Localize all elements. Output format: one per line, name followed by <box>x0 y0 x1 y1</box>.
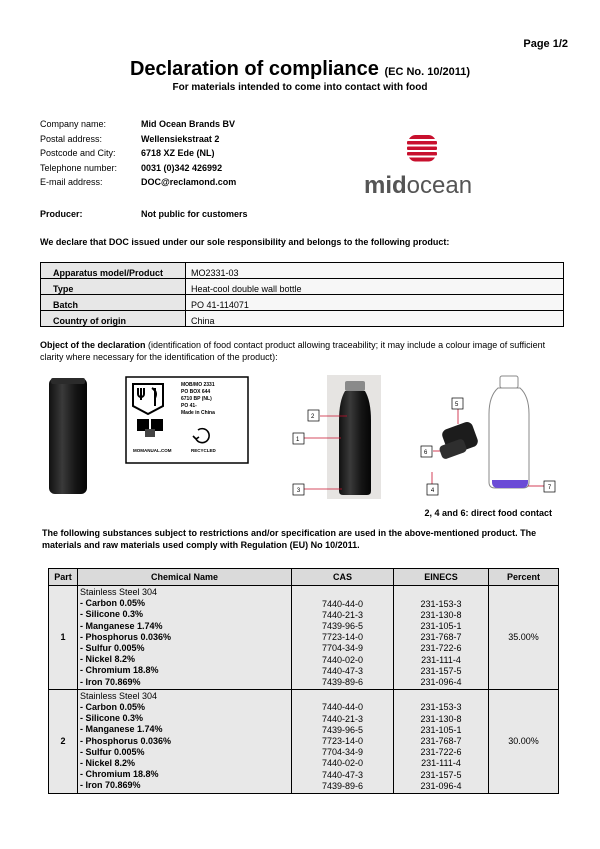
product-field-label: Country of origin <box>41 311 186 327</box>
einecs-number: 231-722-6 <box>420 747 462 758</box>
callout-number: 3 <box>296 488 301 494</box>
chemical-item: - Chromium 18.8% <box>80 769 159 780</box>
company-row <box>40 132 236 147</box>
callout-number: 5 <box>454 402 459 408</box>
label-line: 6710 BP (NL) <box>181 396 212 402</box>
company-row <box>40 117 236 132</box>
label-line: Made in China <box>181 410 215 416</box>
percent-value: 30.00% <box>489 689 559 793</box>
svg-text:MOB/MO 2331 PO BOX 644 <box>181 382 216 416</box>
product-field-value: MO2331-03 <box>186 263 564 279</box>
product-field-label: Type <box>41 279 186 295</box>
company-value: DOC@reclamond.com <box>141 177 237 187</box>
cas-number: 7440-47-3 <box>321 769 364 780</box>
chemical-item: - Phosphorus 0.036% <box>80 631 172 642</box>
substances-text: The following substances subject to restrictions and/or specification are used in the above-mentioned product. The materials and raw materials used comply with Regulation (EU) No 10/2011. <box>42 528 537 550</box>
company-label: Telephone number: <box>40 162 118 173</box>
bottle-photo-icon <box>49 378 87 494</box>
producer-row <box>40 209 248 219</box>
cas-number: 7439-96-5 <box>321 621 364 631</box>
einecs-number: 231-111-4 <box>421 758 461 769</box>
einecs-number: 231-105-1 <box>420 724 462 735</box>
cas-number: 7439-89-6 <box>321 677 364 688</box>
cas-number: 7704-34-9 <box>321 643 364 654</box>
object-declaration-text: (identification of food contact product allowing traceability; it may include a colour image of sufficient clarity where necessary for the identification of the product): <box>40 340 546 362</box>
chemical-item: - Sulfur 0.005% <box>80 643 145 654</box>
company-label: E-mail address: <box>40 177 103 187</box>
company-value: 0031 (0)342 426992 <box>141 162 223 173</box>
table-row <box>41 263 564 279</box>
cas-number: 7440-21-3 <box>321 609 364 620</box>
einecs-number: 231-157-5 <box>420 769 462 780</box>
cas-number: 7723-14-0 <box>321 736 364 747</box>
header-part: Part <box>49 569 78 586</box>
title-regulation: (EC No. 10/2011) <box>384 66 471 78</box>
chemical-item: - Manganese 1.74% <box>80 724 163 735</box>
cas-number: 7440-02-0 <box>321 758 364 769</box>
svg-text:midocean <box>364 172 472 199</box>
chemical-item: - Iron 70.869% <box>80 780 141 791</box>
callout-number: 1 <box>295 437 300 443</box>
chemical-item: - Sulfur 0.005% <box>80 746 145 757</box>
cas-number: 7439-89-6 <box>321 780 364 791</box>
cas-number: 7440-02-0 <box>321 654 364 665</box>
einecs-number: 231-157-5 <box>420 665 462 676</box>
einecs-number: 231-130-8 <box>420 609 462 620</box>
page-subtitle: For materials intended to come into contact with food <box>172 82 428 93</box>
cas-numbers <box>292 689 394 793</box>
declaration-text: We declare that DOC issued under our sole responsibility and belongs to the following product: <box>40 237 450 247</box>
company-value: Wellensiekstraat 2 <box>141 133 220 144</box>
logo-stripes-icon <box>407 135 437 162</box>
midocean-logo <box>362 135 502 205</box>
company-info <box>40 117 236 190</box>
einecs-number: 231-105-1 <box>420 621 462 631</box>
product-images <box>40 372 564 502</box>
einecs-number: 231-153-3 <box>420 598 462 609</box>
chemical-item: - Phosphorus 0.036% <box>80 735 172 746</box>
einecs-number: 231-096-4 <box>420 677 462 688</box>
table-row <box>49 689 559 793</box>
cas-number: 7440-47-3 <box>321 665 364 676</box>
label-manual-text: MOMANUAL.COM <box>133 448 172 453</box>
einecs-numbers <box>394 586 489 690</box>
callout-number: 7 <box>547 485 552 491</box>
header-einecs: EINECS <box>394 569 489 586</box>
bottle-callout-photo <box>293 375 381 499</box>
table-row <box>49 586 559 690</box>
lid-callout-photo <box>421 398 479 495</box>
callout-number: 6 <box>423 450 428 456</box>
material-name: Stainless Steel 304 <box>80 587 158 597</box>
label-line: PO 41- <box>181 403 197 409</box>
cas-number: 7440-44-0 <box>321 702 364 713</box>
chemical-item: - Manganese 1.74% <box>80 620 163 631</box>
part-number: 1 <box>49 586 78 690</box>
chemical-item: - Chromium 18.8% <box>80 665 159 676</box>
object-declaration-heading: Object of the declaration <box>40 340 146 350</box>
producer-label: Producer: <box>40 209 83 219</box>
product-field-label: Batch <box>41 295 186 311</box>
table-header-row <box>49 569 559 586</box>
cas-number: 7440-44-0 <box>321 598 364 609</box>
object-declaration <box>40 340 562 363</box>
chemical-item: - Silicone 0.3% <box>80 713 144 724</box>
cas-number: 7723-14-0 <box>321 632 364 643</box>
label-line: MOB/MO 2331 <box>181 382 215 388</box>
product-field-value: PO 41-114071 <box>186 295 564 311</box>
chemical-item: - Silicone 0.3% <box>80 609 144 620</box>
producer-value: Not public for customers <box>141 209 248 219</box>
food-contact-note: 2, 4 and 6: direct food contact <box>424 508 552 518</box>
einecs-number: 231-130-8 <box>420 713 462 724</box>
chemical-item: - Carbon 0.05% <box>80 598 146 609</box>
company-label: Company name: <box>40 119 107 129</box>
chemical-item: - Nickel 8.2% <box>80 654 136 665</box>
title-text: Declaration of compliance <box>129 58 379 80</box>
einecs-number: 231-768-7 <box>420 632 462 643</box>
company-row <box>40 146 236 161</box>
label-line: PO BOX 644 <box>181 389 211 395</box>
chemical-names <box>78 689 292 793</box>
product-field-value: Heat-cool double wall bottle <box>186 279 564 295</box>
chemical-item: - Iron 70.869% <box>80 676 141 687</box>
company-row <box>40 175 236 190</box>
product-field-value: China <box>186 311 564 327</box>
label-recycled-text: RECYCLED <box>191 448 216 453</box>
einecs-number: 231-722-6 <box>420 643 462 654</box>
company-label: Postal address: <box>40 133 103 144</box>
logo-text-bold: mid <box>364 172 407 199</box>
header-chemical-name: Chemical Name <box>78 569 292 586</box>
cas-numbers <box>292 586 394 690</box>
company-value: Mid Ocean Brands BV <box>141 119 236 129</box>
part-number: 2 <box>49 689 78 793</box>
einecs-number: 231-768-7 <box>420 736 462 747</box>
einecs-number: 231-153-3 <box>420 702 462 713</box>
callout-number: 4 <box>430 488 435 494</box>
table-row <box>41 295 564 311</box>
logo-text-light: ocean <box>406 172 473 199</box>
company-row <box>40 161 236 176</box>
cas-number: 7439-96-5 <box>321 724 364 735</box>
page-number: Page 1/2 <box>523 38 568 50</box>
svg-text:2 1 3 <box>296 414 316 494</box>
header-percent: Percent <box>489 569 559 586</box>
page-title <box>0 58 600 81</box>
product-field-label: Apparatus model/Product <box>41 263 186 279</box>
chemical-item: - Carbon 0.05% <box>80 702 146 713</box>
chemical-names <box>78 586 292 690</box>
percent-value: 35.00% <box>489 586 559 690</box>
einecs-numbers <box>394 689 489 793</box>
company-label: Postcode and City: <box>40 148 116 158</box>
header-cas: CAS <box>292 569 394 586</box>
callout-number: 2 <box>310 414 315 420</box>
einecs-number: 231-111-4 <box>421 654 461 665</box>
company-value: 6718 XZ Ede (NL) <box>141 148 215 158</box>
bottle-outline-drawing <box>489 376 555 492</box>
product-table <box>40 262 564 327</box>
cas-number: 7440-21-3 <box>321 713 364 724</box>
table-row <box>41 311 564 327</box>
einecs-number: 231-096-4 <box>420 780 462 791</box>
cas-number: 7704-34-9 <box>321 747 364 758</box>
table-row <box>41 279 564 295</box>
chemical-item: - Nickel 8.2% <box>80 758 136 769</box>
material-name: Stainless Steel 304 <box>80 690 158 701</box>
chemical-table <box>48 568 559 794</box>
product-label-image <box>126 377 248 463</box>
